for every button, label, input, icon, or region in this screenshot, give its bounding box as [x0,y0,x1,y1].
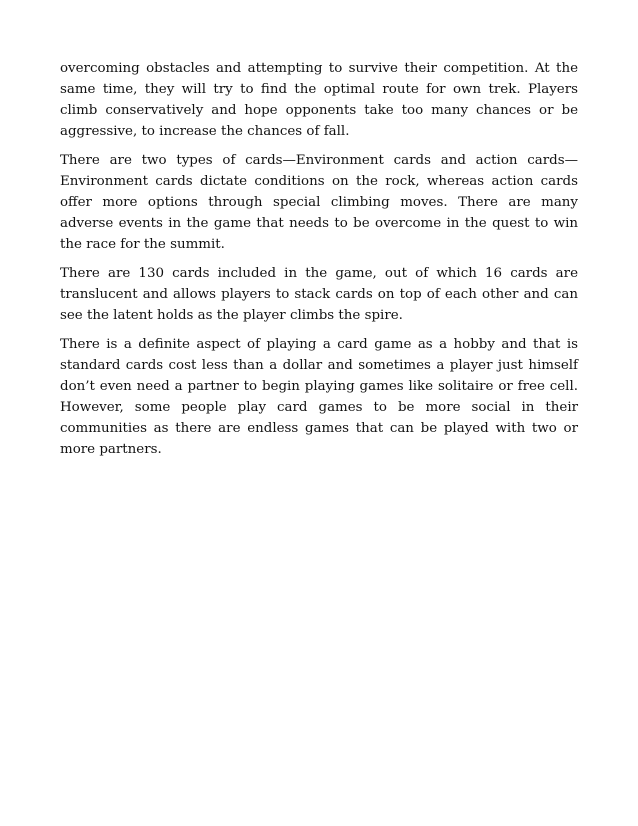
document-page [60,58,578,468]
paragraph-4: There is a definite aspect of playing a card game as a hobby and that is standard cards cost less than a dollar and sometimes a player just himself don’t even need a partner to begin playing games like solitaire or free cell. However, some people play card games to be more social in their communities as there are endless games that can be played with two or more partners. [60,337,578,457]
paragraph-3: There are 130 cards included in the game, out of which 16 cards are translucent and allows players to stack cards on top of each other and can see the latent holds as the player climbs the spire. [60,266,578,323]
paragraph-2: There are two types of cards—Environment cards and action cards— Environment cards dictate conditions on the rock, whereas action cards offer more options through special climbing moves. There are many adverse events in the game that needs to be overcome in the quest to win the race for the summit. [60,153,578,252]
paragraph-1: overcoming obstacles and attempting to survive their competition. At the same time, they will try to find the optimal route for own trek. Players climb conservatively and hope opponents take too many chances or be aggressive, to increase the chances of fall. [60,61,578,139]
